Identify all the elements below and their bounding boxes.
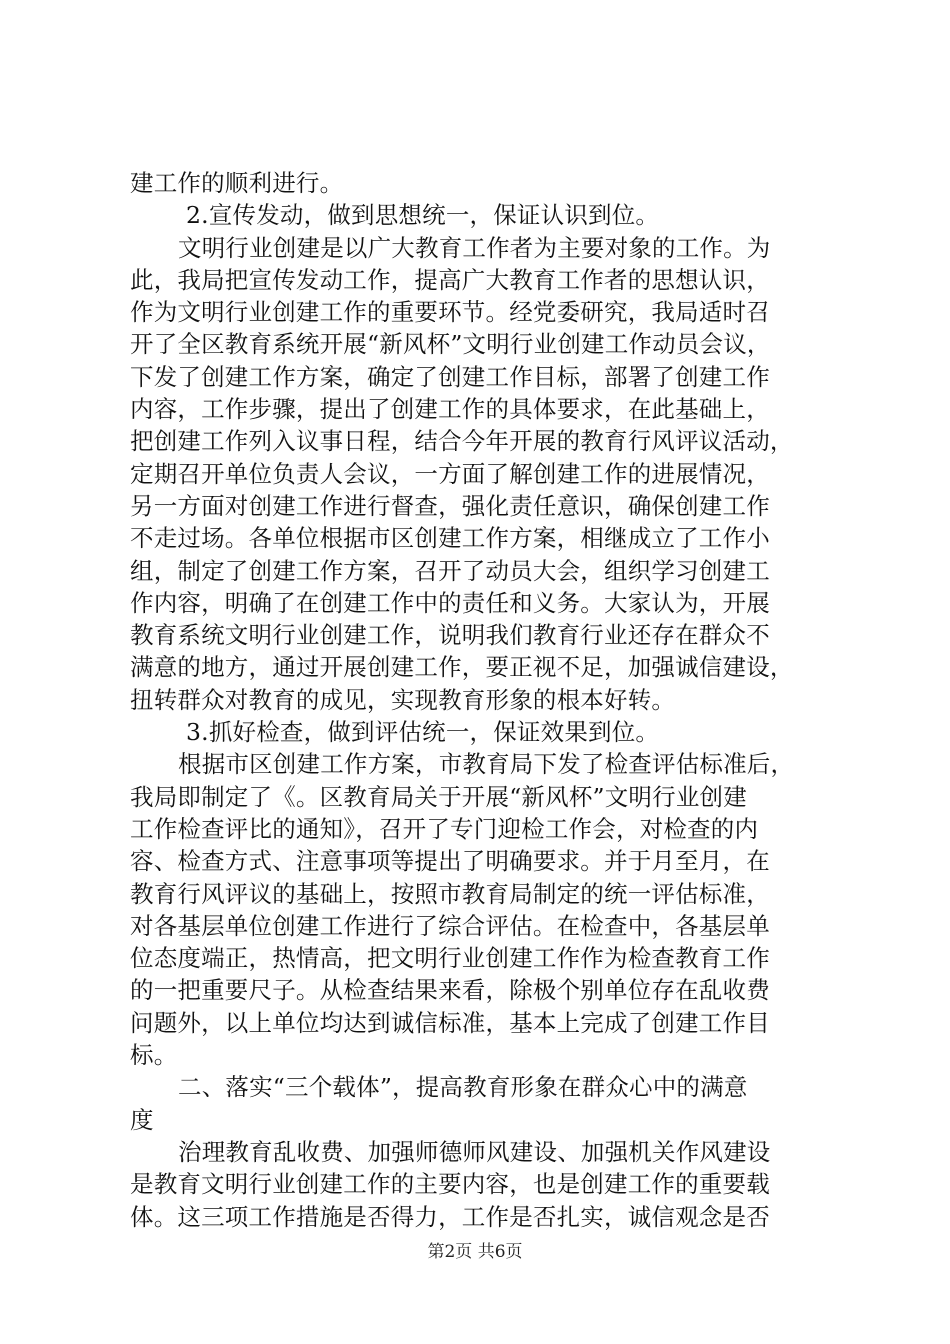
text-line: 工作检查评比的通知》，召开了专门迎检工作会，对检查的内: [130, 814, 759, 843]
text-line: 根据市区创建工作方案，市教育局下发了检查评估标准后，: [178, 750, 795, 779]
text-line: 此，我局把宣传发动工作，提高广大教育工作者的思想认识，: [130, 265, 770, 294]
text-line: 我局即制定了《。区教育局关于开展“新风杯”文明行业创建: [130, 782, 747, 811]
text-line: 对各基层单位创建工作进行了综合评估。在检查中，各基层单: [130, 911, 770, 940]
section-heading: 二、落实“三个载体”，提高教育形象在群众心中的满意: [178, 1073, 748, 1102]
text-line: 位态度端正，热情高，把文明行业创建工作作为检查教育工作: [130, 944, 770, 973]
body-text: [130, 167, 830, 1233]
text-line: 文明行业创建是以广大教育工作者为主要对象的工作。为: [178, 233, 771, 262]
text-line: 治理教育乱收费、加强师德师风建设、加强机关作风建设: [178, 1137, 771, 1166]
text-line: 作内容，明确了在创建工作中的责任和义务。大家认为，开展: [130, 588, 770, 617]
text-line: 容、检查方式、注意事项等提出了明确要求。并于月至月，在: [130, 847, 770, 876]
subheading-2: 2.宣传发动，做到思想统一，保证认识到位。: [186, 201, 660, 230]
text-line: 扭转群众对教育的成见，实现教育形象的根本好转。: [130, 685, 676, 714]
text-line: 问题外，以上单位均达到诚信标准，基本上完成了创建工作目: [130, 1008, 770, 1037]
text-line: 满意的地方，通过开展创建工作，要正视不足，加强诚信建设，: [130, 653, 794, 682]
section-heading-continued: 度: [130, 1105, 154, 1134]
text-line: 下发了创建工作方案，确定了创建工作目标，部署了创建工作: [130, 362, 770, 391]
text-line: 开了全区教育系统开展“新风杯”文明行业创建工作动员会议，: [130, 330, 771, 359]
text-line: 定期召开单位负责人会议，一方面了解创建工作的进展情况，: [130, 459, 770, 488]
text-line: 教育行风评议的基础上，按照市教育局制定的统一评估标准，: [130, 879, 770, 908]
text-line: 内容，工作步骤，提出了创建工作的具体要求，在此基础上，: [130, 395, 770, 424]
text-line: 体。这三项工作措施是否得力，工作是否扎实，诚信观念是否: [130, 1202, 770, 1231]
text-line: 组，制定了创建工作方案，召开了动员大会，组织学习创建工: [130, 556, 770, 585]
text-line: 不走过场。各单位根据市区创建工作方案，相继成立了工作小: [130, 524, 770, 553]
page-footer: 第2页 共6页: [427, 1242, 523, 1262]
text-line: 是教育文明行业创建工作的主要内容，也是创建工作的重要载: [130, 1170, 770, 1199]
text-line: 另一方面对创建工作进行督查，强化责任意识，确保创建工作: [130, 491, 770, 520]
text-line: 教育系统文明行业创建工作，说明我们教育行业还存在群众不: [130, 621, 770, 650]
subheading-3: 3.抓好检查，做到评估统一，保证效果到位。: [186, 718, 660, 747]
text-line: 作为文明行业创建工作的重要环节。经党委研究，我局适时召: [130, 298, 770, 327]
text-line: 标。: [130, 1041, 178, 1070]
text-line: 把创建工作列入议事日程，结合今年开展的教育行风评议活动，: [130, 427, 794, 456]
text-line: 的一把重要尺子。从检查结果来看，除极个别单位存在乱收费: [130, 976, 770, 1005]
text-line: 建工作的顺利进行。: [130, 169, 344, 197]
